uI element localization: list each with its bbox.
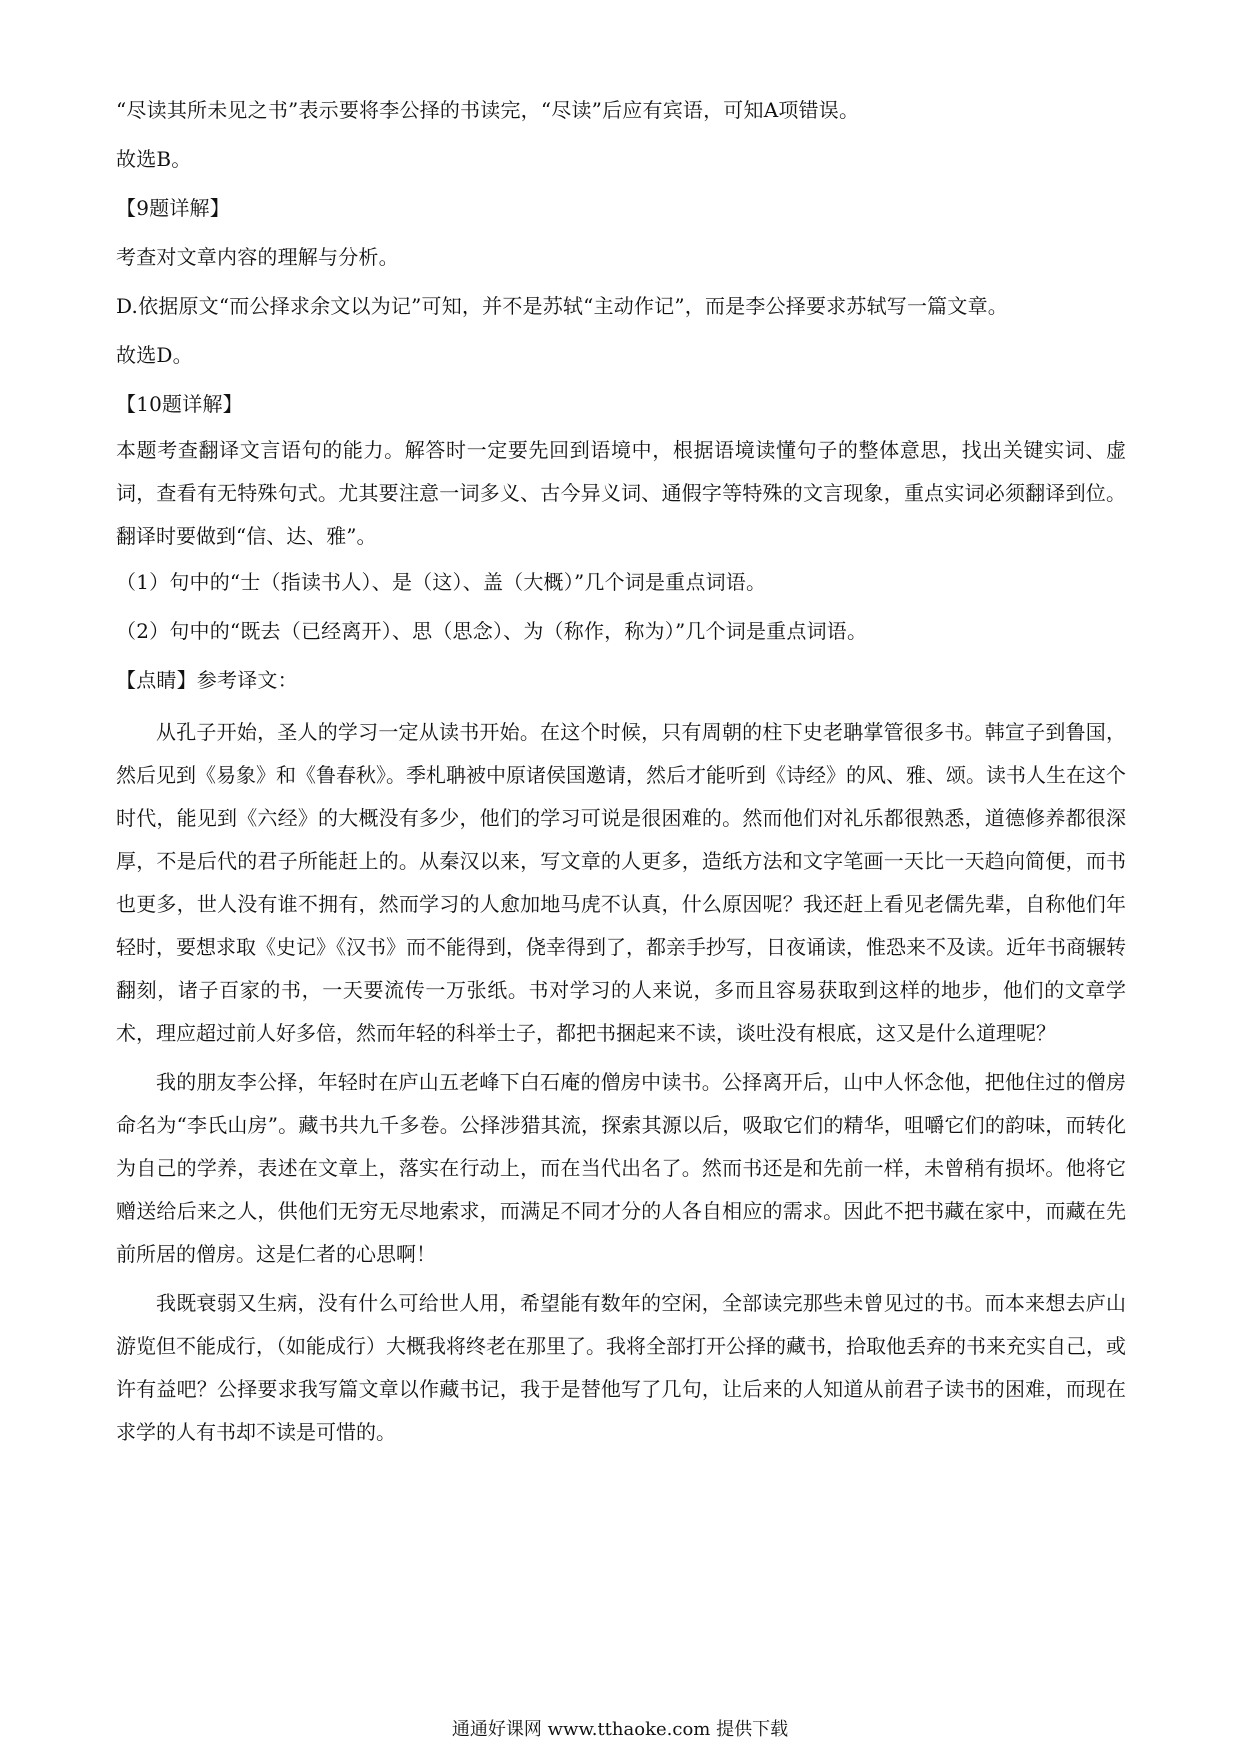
translation-paragraph: 我既衰弱又生病，没有什么可给世人用，希望能有数年的空闲，全部读完那些未曾见过的书。而本来想去庐山游览但不能成行，（如能成行）大概我将终老在那里了。我将全部打开公择的藏书，拾取他丢弃的书来充实自己，或许有益吧？公择要求我写篇文章以作藏书记，我于是替他写了几句，让后来的人知道从前君子读书的困难，而现在求学的人有书却不读是可惜的。 — [116, 1291, 1126, 1444]
q10-explanation: 本题考查翻译文言语句的能力。解答时一定要先回到语境中，根据语境读懂句子的整体意思，找出关键实词、虚词，查看有无特殊句式。尤其要注意一词多义、古今异义词、通假字等特殊的文言现象，重点实词必须翻译到位。翻译时要做到“信、达、雅”。 — [116, 438, 1126, 548]
translation-paragraph: 我的朋友李公择，年轻时在庐山五老峰下白石庵的僧房中读书。公择离开后，山中人怀念他，把他住过的僧房命名为“李氏山房”。藏书共九千多卷。公择涉猎其流，探索其源以后，吸取它们的精华，咀嚼它们的韵味，而转化为自己的学养，表述在文章上，落实在行动上，而在当代出名了。然而书还是和先前一样，未曾稍有损坏。他将它赠送给后来之人，供他们无穷无尽地索求，而满足不同才分的人各自相应的需求。因此不把书藏在家中，而藏在先前所居的僧房。这是仁者的心思啊！ — [116, 1070, 1126, 1266]
page-footer: 通通好课网 www.tthaoke.com 提供下载 — [451, 1719, 789, 1740]
answer-choice-d: 故选D。 — [116, 343, 193, 367]
translation-paragraph: 从孔子开始，圣人的学习一定从读书开始。在这个时候，只有周朝的柱下史老聃掌管很多书。韩宣子到鲁国，然后见到《易象》和《鲁春秋》。季札聃被中原诸侯国邀请，然后才能听到《诗经》的风、雅、颂。读书人生在这个时代，能见到《六经》的大概没有多少，他们的学习可说是很困难的。然而他们对礼乐都很熟悉，道德修养都很深厚，不是后代的君子所能赶上的。从秦汉以来，写文章的人更多，造纸方法和文字笔画一天比一天趋向简便，而书也更多，世人没有谁不拥有，然而学习的人愈加地马虎不认真，什么原因呢？我还赶上看见老儒先辈，自称他们年轻时，要想求取《史记》《汉书》而不能得到，侥幸得到了，都亲手抄写，日夜诵读，惟恐来不及读。近年书商辗转翻刻，诸子百家的书，一天要流传一万张纸。书对学习的人来说，多而且容易获取到这样的地步，他们的文章学术，理应超过前人好多倍，然而年轻的科举士子，都把书捆起来不读，谈吐没有根底，这又是什么道理呢？ — [116, 720, 1126, 1045]
q9-analysis: D.依据原文“而公择求余文以为记”可知，并不是苏轼“主动作记”，而是李公择要求苏轼写一篇文章。 — [116, 294, 1008, 318]
q10-point-2: （2）句中的“既去（已经离开）、思（思念）、为（称作，称为）”几个词是重点词语。 — [116, 619, 868, 643]
q10-heading: 【10题详解】 — [116, 392, 243, 416]
q10-point-1: （1）句中的“士（指读书人）、是（这）、盖（大概）”几个词是重点词语。 — [116, 570, 767, 594]
translation-heading: 【点睛】参考译文： — [116, 668, 298, 692]
answer-choice-b: 故选B。 — [116, 147, 192, 171]
q9-heading: 【9题详解】 — [116, 196, 230, 220]
answer-a-analysis: “尽读其所未见之书”表示要将李公择的书读完，“尽读”后应有宾语，可知A项错误。 — [116, 98, 860, 122]
document-body — [116, 86, 1126, 1454]
q9-intro: 考查对文章内容的理解与分析。 — [116, 245, 399, 269]
